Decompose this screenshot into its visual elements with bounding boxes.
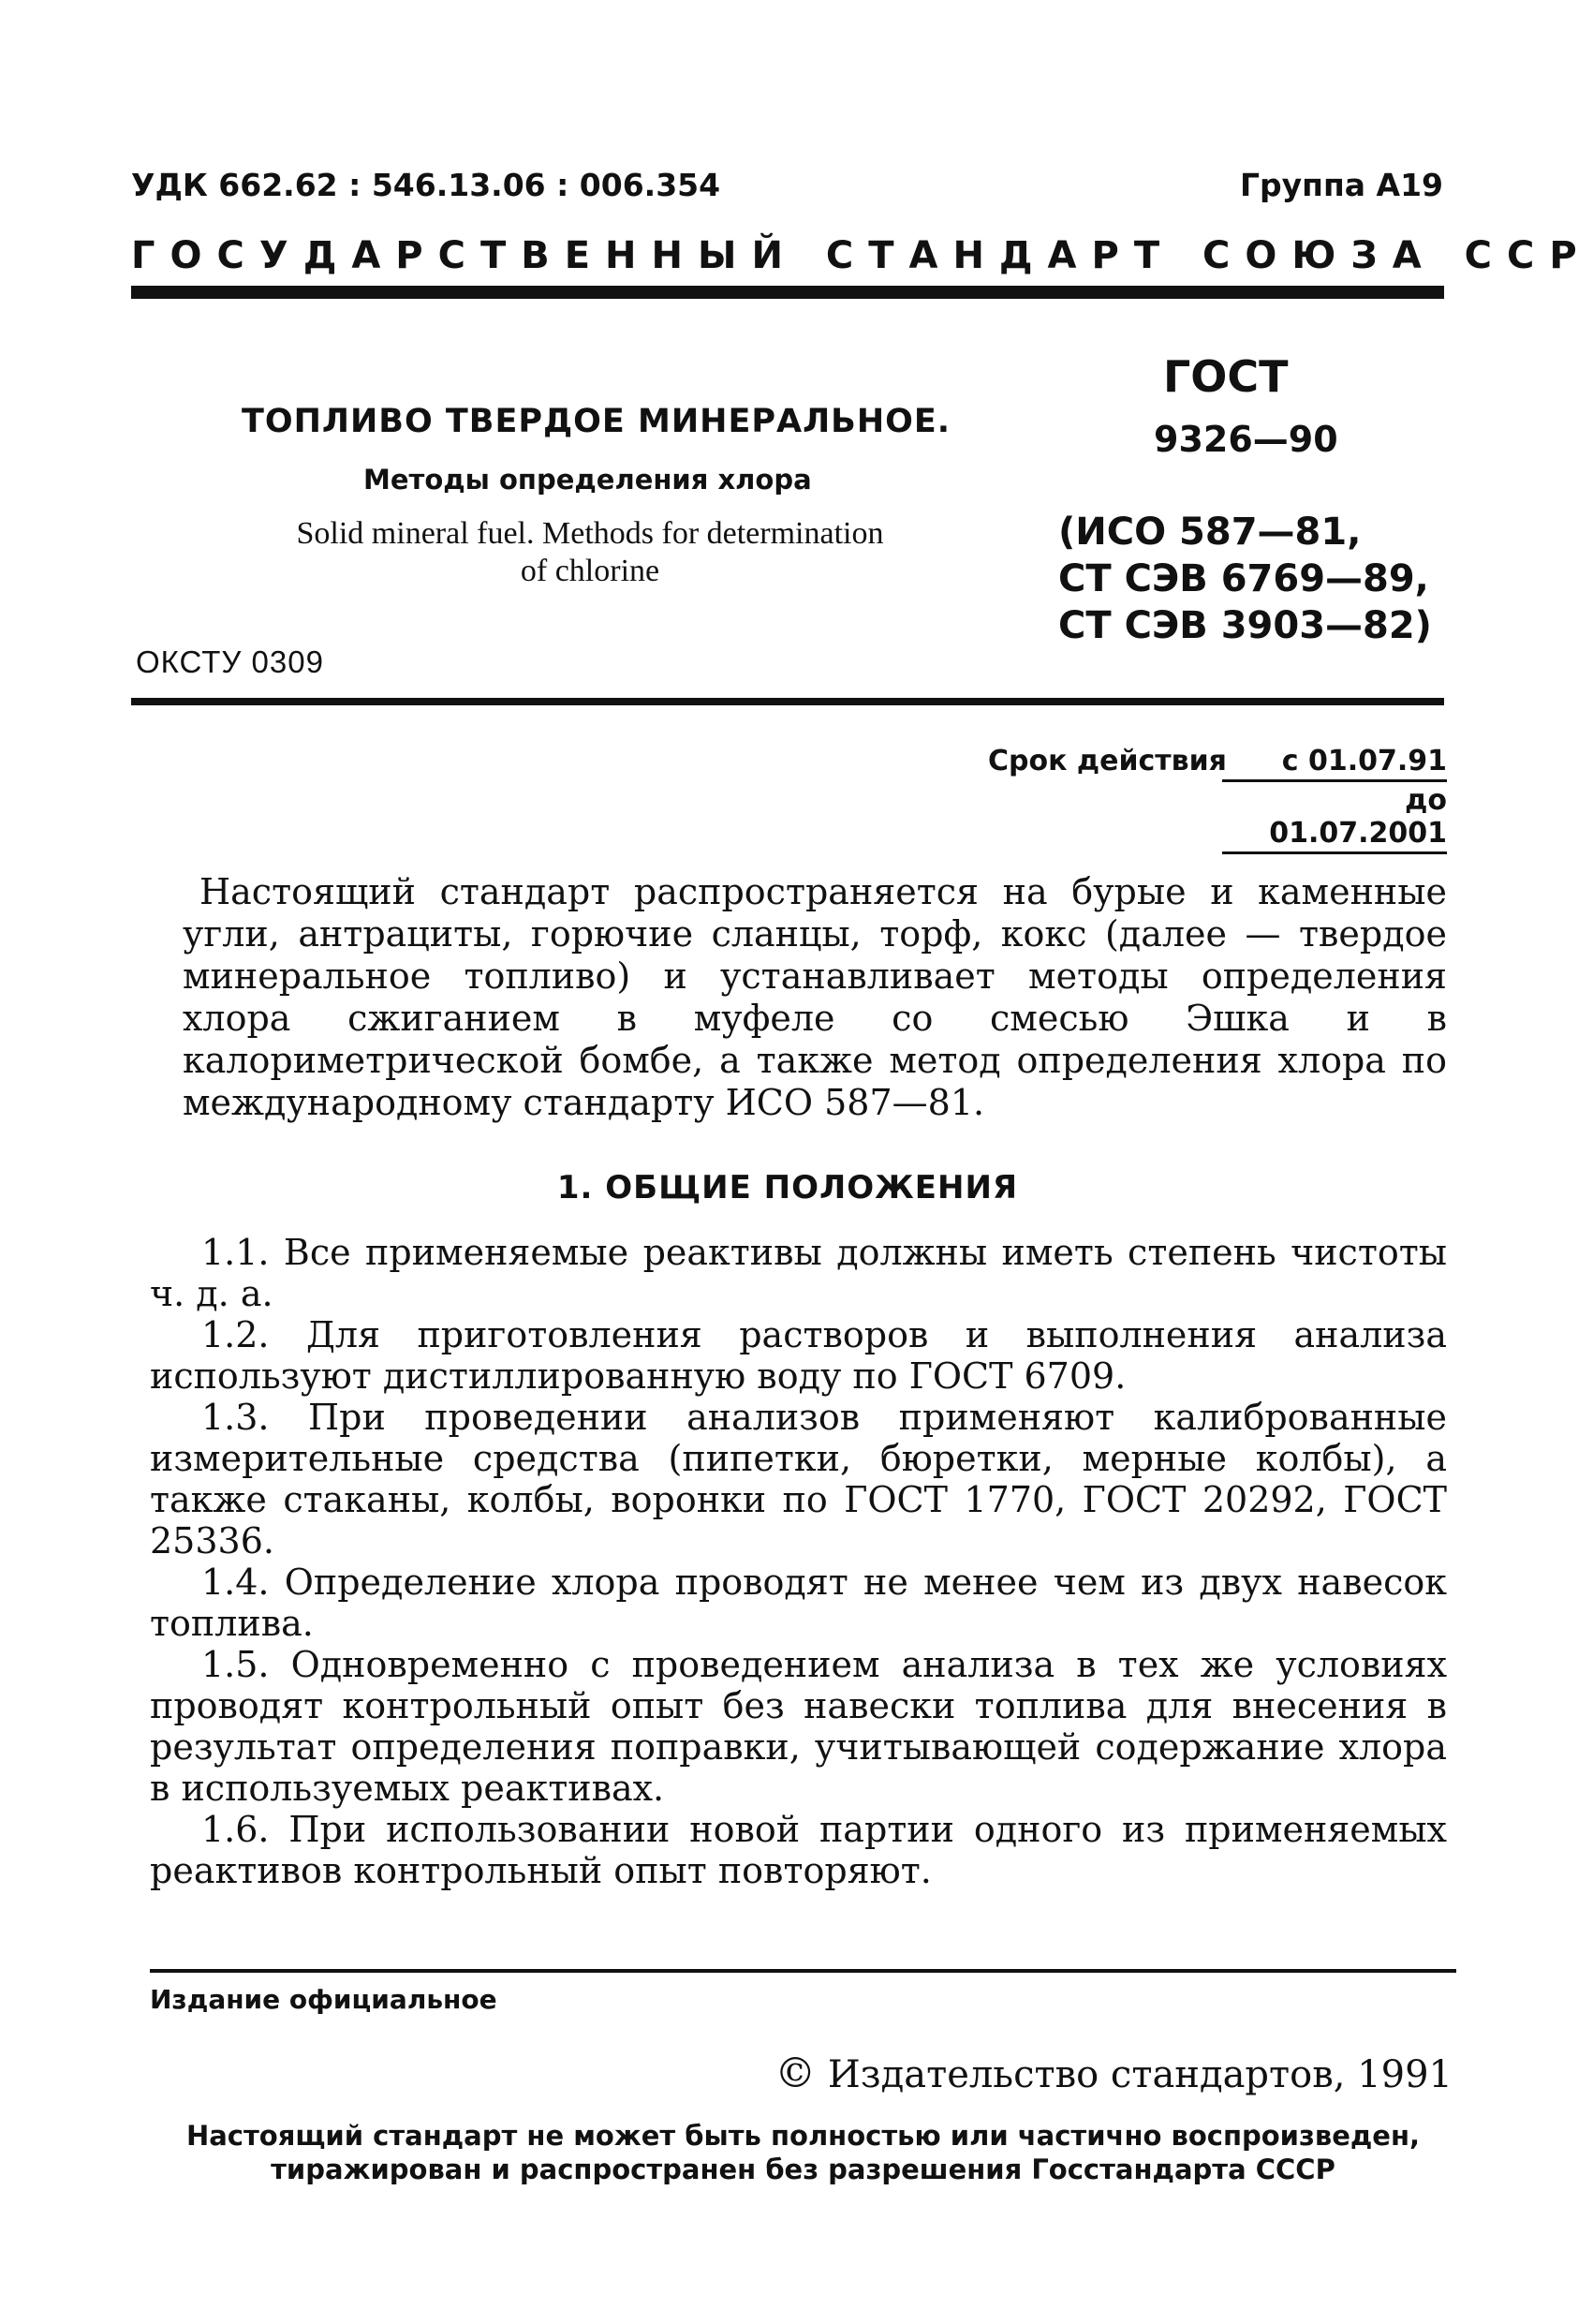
group-code: Группа А19 (1240, 167, 1443, 203)
publisher-line (774, 2050, 1453, 2097)
clause-1-4: 1.4. Определение хлора проводят не менее чем из двух навесок топлива. (150, 1562, 1447, 1644)
edition-label: Издание официальное (150, 1984, 497, 2015)
title-rule (131, 698, 1444, 705)
english-title-line-2: of chlorine (520, 554, 660, 588)
udk-code: УДК 662.62 : 546.13.06 : 006.354 (131, 167, 721, 203)
document-subtitle: Методы определения хлора (363, 464, 812, 496)
okstu-code: ОКСТУ 0309 (136, 644, 324, 679)
section-title: 1. ОБЩИЕ ПОЛОЖЕНИЯ (556, 1169, 1019, 1206)
notice-line-1: Настоящий стандарт не может быть полностью или частично воспроизведен, (185, 2120, 1421, 2152)
gost-ref-iso: (ИСО 587—81, (1058, 511, 1362, 554)
publisher-name: Издательство стандартов, 1991 (827, 2053, 1453, 2096)
gost-label: ГОСТ (1163, 351, 1289, 402)
gost-ref-sev-2: СТ СЭВ 3903—82) (1058, 604, 1432, 647)
validity-block (988, 745, 1447, 850)
document-title: ТОПЛИВО ТВЕРДОЕ МИНЕРАЛЬНОЕ. (242, 403, 951, 440)
standard-body-heading: ГОСУДАРСТВЕННЫЙ СТАНДАРТ СОЮЗА ССР (131, 234, 1592, 277)
clause-1-2: 1.2. Для приготовления растворов и выполнения анализа используют дистиллированную воду по ГОСТ 6709. (150, 1314, 1447, 1397)
section-items (150, 1232, 1447, 1891)
clause-1-5: 1.5. Одновременно с проведением анализа в тех же условиях проводят контрольный опыт без навески топлива для внесения в результат определения поправки, учитывающей содержание хлора в используемых реактивах. (150, 1644, 1447, 1809)
intro-paragraph (183, 871, 1447, 1124)
gost-references (1058, 509, 1452, 649)
intro-text: Настоящий стандарт распространяется на бурые и каменные угли, антрациты, горючие сланцы, торф, кокс (далее — твердое минеральное топливо) и устанавливает методы определения хлора сжиганием в муфеле со смесью Эшка и в калориметрической бомбе, а также метод определения хлора по международному стандарту ИСО 587—81. (183, 871, 1447, 1123)
english-title (215, 515, 965, 590)
reproduction-notice (150, 2119, 1456, 2186)
notice-line-2: тиражирован и распространен без разрешения Госстандарта СССР (271, 2154, 1335, 2185)
footer-rule (150, 1969, 1456, 1973)
gost-number: 9326—90 (1154, 419, 1338, 460)
clause-1-6: 1.6. При использовании новой партии одного из применяемых реактивов контрольный опыт повторяют. (150, 1809, 1447, 1891)
gost-ref-sev-1: СТ СЭВ 6769—89, (1058, 557, 1429, 600)
validity-to: до 01.07.2001 (1222, 784, 1447, 854)
gost-designation (1058, 351, 1452, 649)
clause-1-1: 1.1. Все применяемые реактивы должны иметь степень чистоты ч. д. а. (150, 1232, 1447, 1314)
header-rule (131, 286, 1444, 299)
english-title-line-1: Solid mineral fuel. Methods for determination (296, 516, 884, 551)
copyright-icon: © (774, 2050, 817, 2097)
clause-1-3: 1.3. При проведении анализов применяют калиброванные измерительные средства (пипетки, бюретки, мерные колбы), а также стаканы, колбы, воронки по ГОСТ 1770, ГОСТ 20292, ГОСТ 25336. (150, 1397, 1447, 1562)
validity-label: Срок действия (988, 745, 1227, 777)
validity-from: с 01.07.91 (1222, 745, 1447, 782)
